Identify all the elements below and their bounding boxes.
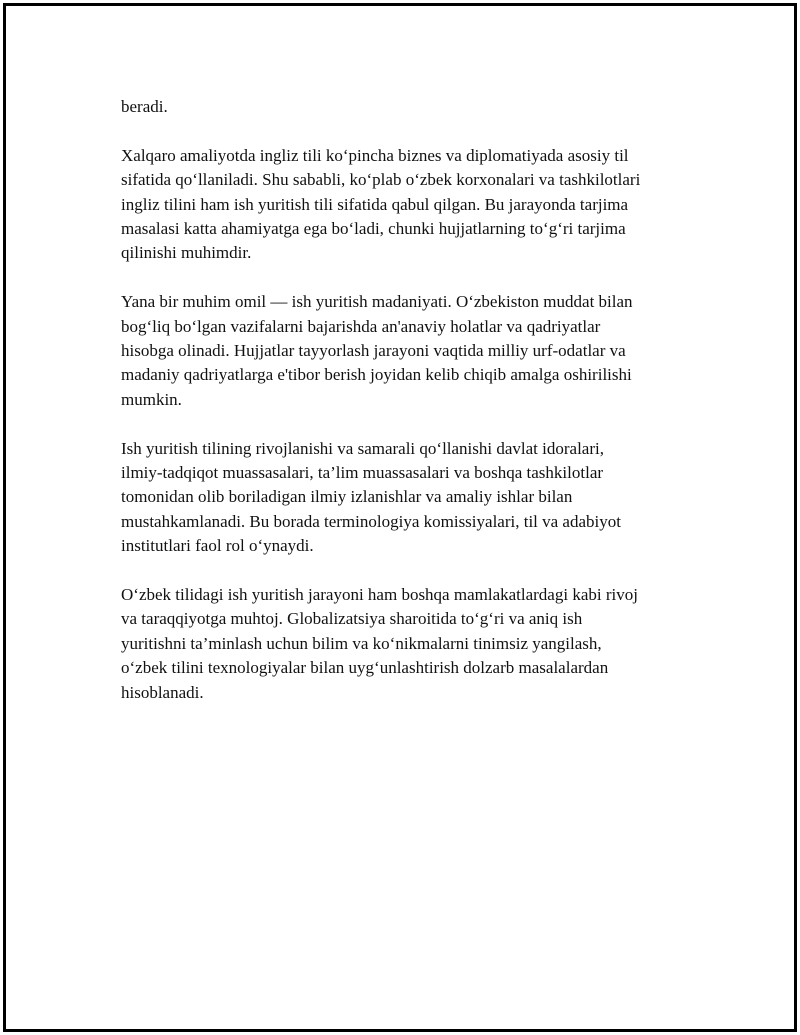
paragraph-globalization: O‘zbek tilidagi ish yuritish jarayoni ham boshqa mamlakatlardagi kabi rivoj va taraqqiyotga muhtoj. Globalizatsiya sharoitida to‘g‘ri va aniq ish yuritishni ta’minlash uchun bilim va ko‘nikmalarni tinimsiz yangilash, o‘zbek tilini texnologiyalar bilan uyg‘unlashtirish dolzarb masalalardan hisoblanadi. — [121, 585, 638, 702]
paragraph-development: Ish yuritish tilining rivojlanishi va samarali qo‘llanishi davlat idoralari, ilmiy-tadqiqot muassasalari, ta’lim muassasalari va boshqa tashkilotlar tomonidan olib boriladigan ilmiy izlanishlar va amaliy ishlar bilan mustahkamlanadi. Bu borada terminologiya komissiyalari, til va adabiyot institutlari faol rol o‘ynaydi. — [121, 438, 621, 556]
document-body — [121, 95, 711, 729]
paragraph-continuation: beradi. — [121, 97, 168, 116]
paragraph-english-usage: Xalqaro amaliyotda ingliz tili ko‘pincha biznes va diplomatiyada asosiy til sifatida qo‘llaniladi. Shu sababli, ko‘plab o‘zbek korxonalari va tashkilotlari ingliz tilini ham ish yuritish tili sifatida qabul qilgan. Bu jarayonda tarjima masalasi katta ahamiyatga ega bo‘ladi, chunki hujjatlarning to‘g‘ri tarjima qilinishi muhimdir. — [121, 145, 641, 263]
paragraph-work-culture: Yana bir muhim omil — ish yuritish madaniyati. O‘zbekiston muddat bilan bog‘liq bo‘lgan vazifalarni bajarishda an'anaviy holatlar va qadriyatlar hisobga olinadi. Hujjatlar tayyorlash jarayoni vaqtida milliy urf-odatlar va madaniy qadriyatlarga e'tibor berish joyidan kelib chiqib amalga oshirilishi mumkin. — [121, 292, 633, 409]
document-page — [3, 3, 797, 1032]
